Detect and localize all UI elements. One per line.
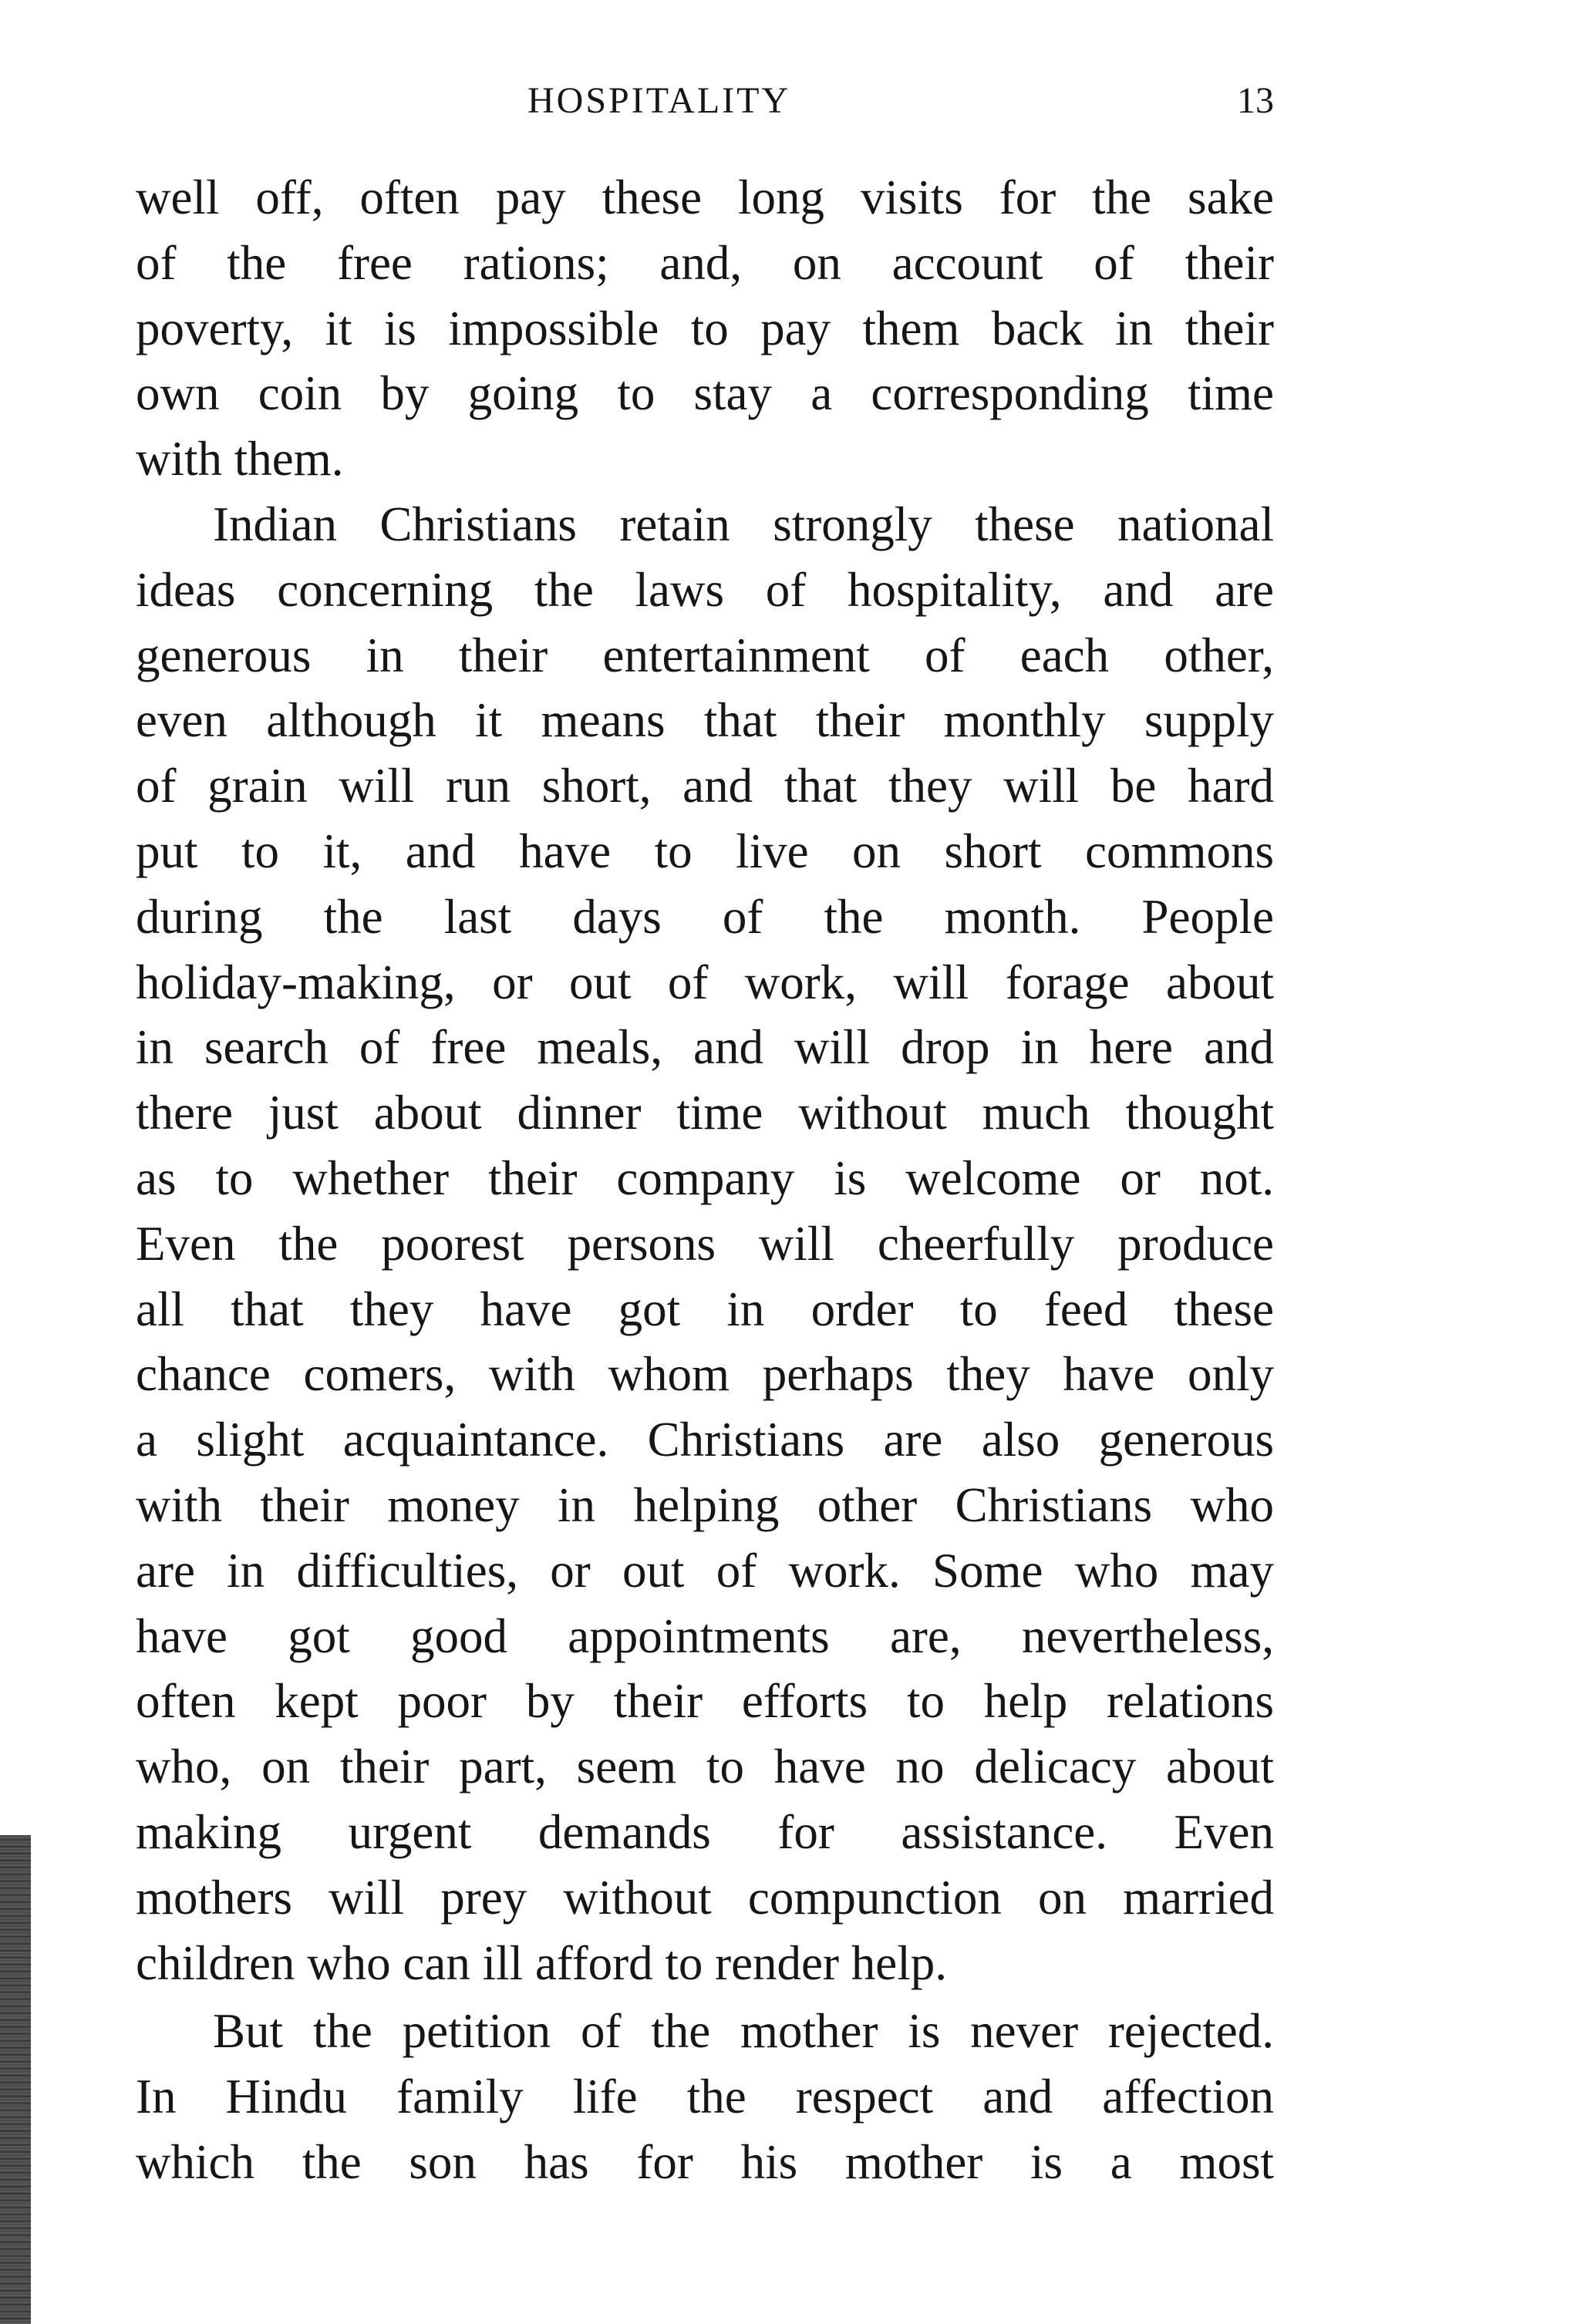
text-line: poverty, it is impossible to pay them back in their [136, 301, 1274, 355]
text-line: well off, often pay these long visits for the sake [136, 170, 1274, 224]
text-line: all that they have got in order to feed these [136, 1282, 1274, 1336]
text-line: a slight acquaintance. Christians are also generous [136, 1413, 1274, 1467]
body-text [136, 165, 1274, 2195]
text-line: children who can ill afford to render help. [136, 1935, 947, 1990]
text-line: generous in their entertainment of each other, [136, 628, 1274, 682]
page-number: 13 [1237, 80, 1274, 121]
binding-edge-shadow [0, 1835, 31, 2324]
text-line: holiday-making, or out of work, will forage about [136, 955, 1274, 1009]
text-line: have got good appointments are, nevertheless, [136, 1608, 1274, 1663]
paragraph-2 [136, 492, 1274, 1996]
running-title: HOSPITALITY [527, 80, 791, 121]
text-line: of grain will run short, and that they will be hard [136, 759, 1274, 813]
text-line: Indian Christians retain strongly these national [213, 497, 1274, 551]
text-line: Even the poorest persons will cheerfully produce [136, 1216, 1274, 1271]
text-line: with them. [136, 432, 344, 487]
text-line: chance comers, with whom perhaps they have only [136, 1347, 1274, 1402]
paragraph-3 [136, 1999, 1274, 2194]
text-line: who, on their part, seem to have no delicacy about [136, 1740, 1274, 1794]
running-head [136, 74, 1274, 128]
text-line: mothers will prey without compunction on married [136, 1870, 1274, 1925]
text-line: ideas concerning the laws of hospitality, and are [136, 562, 1274, 617]
text-line: often kept poor by their efforts to help relations [136, 1674, 1274, 1729]
text-line: as to whether their company is welcome or not. [136, 1150, 1274, 1205]
text-line: there just about dinner time without much thought [136, 1086, 1274, 1140]
text-line: of the free rations; and, on account of their [136, 235, 1274, 290]
text-line: in search of free meals, and will drop in here and [136, 1020, 1274, 1075]
text-line: own coin by going to stay a corresponding time [136, 366, 1274, 421]
text-line: making urgent demands for assistance. Even [136, 1804, 1274, 1859]
text-line: which the son has for his mother is a most [136, 2134, 1274, 2189]
paragraph-1 [136, 165, 1274, 492]
text-line: even although it means that their monthly supply [136, 693, 1274, 748]
text-line: are in difficulties, or out of work. Some who may [136, 1543, 1274, 1598]
text-line: In Hindu family life the respect and affection [136, 2070, 1274, 2124]
text-line: during the last days of the month. People [136, 889, 1274, 944]
text-line: with their money in helping other Christians who [136, 1477, 1274, 1532]
text-line: put to it, and have to live on short commons [136, 824, 1274, 878]
text-line: But the petition of the mother is never rejected. [213, 2004, 1274, 2059]
